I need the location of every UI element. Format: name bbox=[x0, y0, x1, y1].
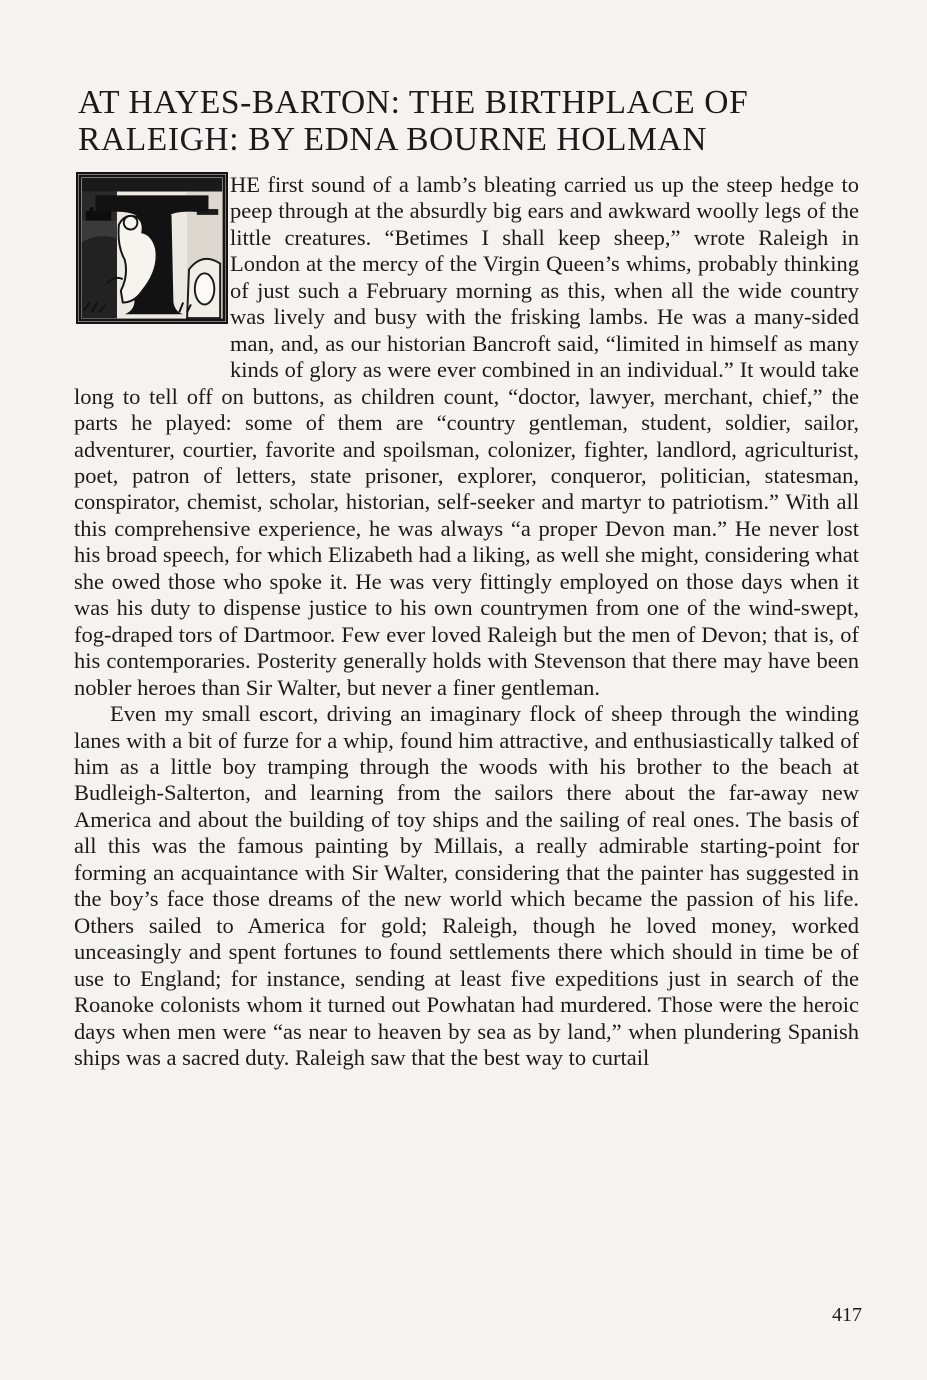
article-title: AT HAYES-BARTON: THE BIRTHPLACE OF RALEIGH: BY EDNA BOURNE HOLMAN bbox=[78, 84, 749, 158]
paragraph: HE first sound of a lamb’s bleating carried us up the steep hedge to peep through at the absurdly big ears and awkward woolly legs of the little creatures. “Betimes I shall keep sheep,” wrote Raleigh in London at the mercy of the Virgin Queen’s whims, probably thinking of just such a February morning as this, when all the wide country was lively and busy with the frisking lambs. He was a many-sided man, and, as our historian Bancroft said, “limited in himself as many kinds of glory as were ever combined in an individual.” It would take long to tell off on buttons, as children count, “doctor, lawyer, merchant, chief,” the parts he played: some of them are “country gentleman, student, soldier, sailor, adventurer, courtier, favorite and spoilsman, colonizer, fighter, landlord, agriculturist, poet, patron of letters, state prisoner, explorer, conqueror, politician, statesman, conspirator, chemist, scholar, historian, self-seeker and martyr to patriotism.” With all this comprehensive experience, he was always “a proper Devon man.” He never lost his broad speech, for which Elizabeth had a liking, as well she might, considering what she owed those who spoke it. He was very fittingly employed on those days when it was his duty to dispense justice to his own countrymen from one of the wind-swept, fog-draped tors of Dartmoor. Few ever loved Raleigh but the men of Devon; that is, of his contemporaries. Posterity generally holds with Stevenson that there may have been nobler heroes than Sir Walter, but never a finer gentleman. bbox=[74, 172, 859, 700]
initial-spacer bbox=[74, 172, 230, 358]
article-body bbox=[74, 172, 859, 1071]
paragraph: Even my small escort, driving an imaginary flock of sheep through the winding lanes with a bit of furze for a whip, found him attractive, and enthusiastically talked of him as a little boy tramping through the woods with his brother to the beach at Budleigh-Salterton, and learning from the sailors there about the far-away new America and about the building of toy ships and the sailing of real ones. The basis of all this was the famous painting by Millais, a really admirable starting-point for forming an acquaintance with Sir Walter, considering that the painter has suggested in the boy’s face those dreams of the new world which became the passion of his life. Others sailed to America for gold; Raleigh, though he loved money, worked unceasingly and spent fortunes to found settlements there which should in time be of use to England; for instance, sending at least five expeditions just in search of the Roanoke colonists whom it turned out Powhatan had murdered. Those were the heroic days when men were “as near to heaven by sea as by land,” when plundering Spanish ships was a sacred duty. Raleigh saw that the best way to curtail bbox=[74, 701, 859, 1070]
page-number: 417 bbox=[832, 1304, 862, 1326]
